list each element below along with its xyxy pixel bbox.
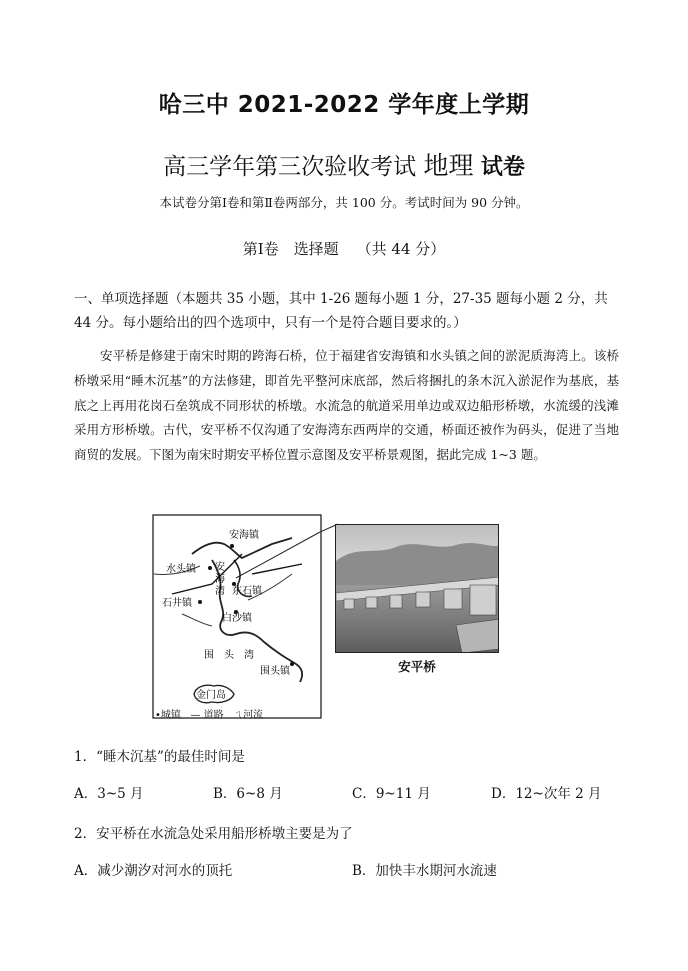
- label-jinmen-island: 金门岛: [196, 690, 226, 701]
- pier: [344, 599, 354, 609]
- label-weitou-bay: 围 头 湾: [204, 650, 254, 661]
- pier: [470, 585, 496, 615]
- reading-passage: 安平桥是修建于南宋时期的跨海石桥，位于福建省安海镇和水头镇之间的淤泥质海湾上。该桥桥墩采用“睡木沉基”的方法修建，即首先平整河床底部，然后将捆扎的条木沉入淤泥作为基底，基底之上再用花岗石垒筑成不同形状的桥墩。水流急的航道采用单边或双边船形桥墩，水流缓的浅滩采用方形桥墩。古代，安平桥不仅沟通了安海湾东西两岸的交通，桥面还被作为码头，促进了当地商贸的发展。下图为南宋时期安平桥位置示意图及安平桥景观图，据此完成 1~3 题。: [74, 348, 619, 463]
- exam-title-suffix: 试卷: [480, 155, 525, 180]
- town-dot: [290, 662, 294, 666]
- exam-subtitle: 本试卷分第Ⅰ卷和第Ⅱ卷两部分，共 100 分。考试时间为 90 分钟。: [159, 195, 529, 210]
- section-instructions: 一、单项选择题（本题共 35 小题，其中 1-26 题每小题 1 分，27-35 题每小题 2 分，共 44 分。每小题给出的四个选项中，只有一个是符合题目要求的。）: [74, 291, 608, 331]
- question-1-option-c[interactable]: C．9~11 月: [352, 786, 431, 802]
- exam-title-main: 高三学年第三次验收考试: [163, 154, 417, 180]
- label-anhai-bay-3: 湾: [215, 586, 225, 597]
- label-shijing-town: 石井镇: [162, 598, 192, 609]
- pier: [416, 592, 430, 607]
- exam-title-line1: 哈三中 2021-2022 学年度上学期: [158, 92, 530, 118]
- exam-title-line2: [0, 146, 688, 182]
- town-dot: [230, 544, 234, 548]
- question-2-option-a[interactable]: A．减少潮汐对河水的顶托: [74, 863, 233, 879]
- label-anhai-bay-2: 海: [215, 574, 225, 585]
- label-dongshi-town: 东石镇: [232, 586, 262, 597]
- label-weitou-town: 围头镇: [260, 666, 290, 677]
- bridge-photo: [335, 524, 499, 653]
- foreground-pier: [456, 619, 499, 653]
- part-score: （共 44 分）: [356, 240, 446, 258]
- exam-subject: 地理: [423, 151, 474, 180]
- question-1-stem: 1．“睡木沉基”的最佳时间是: [74, 749, 245, 765]
- part-heading: [0, 238, 688, 259]
- legend-road: — 道路: [190, 710, 224, 721]
- photo-caption: 安平桥: [398, 659, 436, 674]
- legend-town: •城镇: [155, 710, 181, 721]
- label-anhai-bay-1: 安: [215, 562, 225, 573]
- label-anhai-town: 安海镇: [229, 530, 259, 541]
- pier: [390, 595, 402, 608]
- question-1-option-b[interactable]: B．6~8 月: [213, 786, 283, 802]
- question-1-option-a[interactable]: A．3~5 月: [74, 786, 144, 802]
- pier: [366, 597, 377, 608]
- legend-river: ㄟ河流: [233, 710, 264, 721]
- label-shuitou-town: 水头镇: [166, 564, 196, 575]
- town-dot: [198, 600, 202, 604]
- map-legend: [155, 706, 263, 721]
- part-label: 第Ⅰ卷 选择题: [242, 240, 339, 258]
- question-2-stem: 2．安平桥在水流急处采用船形桥墩主要是为了: [74, 826, 353, 842]
- question-1-option-d[interactable]: D．12~次年 2 月: [491, 786, 602, 802]
- pier: [444, 589, 462, 609]
- location-map: [152, 514, 322, 719]
- label-baisha-town: 白沙镇: [222, 613, 252, 624]
- bridge-photo-illustration: [336, 525, 499, 653]
- town-dot: [208, 566, 212, 570]
- question-2-option-b[interactable]: B．加快丰水期河水流速: [352, 863, 497, 879]
